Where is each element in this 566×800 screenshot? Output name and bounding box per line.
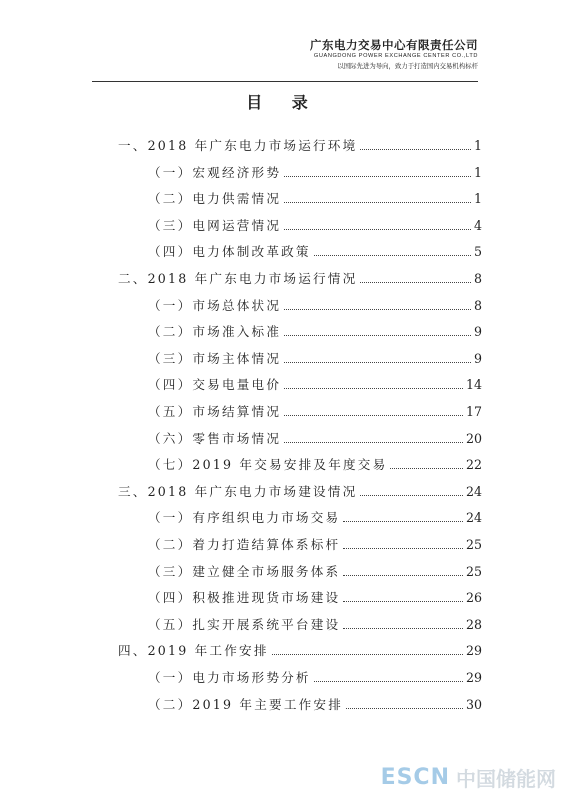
toc-entry-label: （一）市场总体状况: [148, 297, 282, 313]
toc-dot-leader: [284, 362, 471, 363]
toc-entry-label: （二）2019 年主要工作安排: [148, 696, 343, 712]
toc-entry-page: 8: [473, 297, 482, 313]
toc-entry-page: 1: [473, 191, 482, 207]
toc-entry-label: （五）扎实开展系统平台建设: [148, 616, 341, 632]
toc-entry[interactable]: [118, 637, 482, 659]
toc-entry-page: 14: [465, 377, 482, 393]
company-slogan: 以国际先进为导向，致力于打造国内交易机构标杆: [337, 62, 478, 70]
toc-entry[interactable]: [148, 238, 482, 260]
toc-entry-label: （三）市场主体情况: [148, 350, 282, 366]
toc-entry[interactable]: [148, 451, 482, 473]
toc-entry-page: 9: [473, 350, 482, 366]
toc-entry-label: （二）市场准入标准: [148, 324, 282, 340]
toc-dot-leader: [272, 654, 463, 655]
toc-entry[interactable]: [148, 212, 482, 234]
toc-dot-leader: [343, 548, 463, 549]
toc-entry[interactable]: [148, 425, 482, 447]
watermark-esc: ESCN: [380, 765, 450, 790]
toc-entry[interactable]: [148, 318, 482, 340]
toc-dot-leader: [284, 176, 471, 177]
toc-entry[interactable]: [118, 265, 482, 287]
toc-entry-label: （五）市场结算情况: [148, 404, 282, 419]
toc-entry-label: 二、2018 年广东电力市场运行情况: [118, 271, 358, 286]
toc-dot-leader: [314, 681, 463, 682]
toc-entry-page: 26: [465, 590, 482, 606]
toc-entry[interactable]: [148, 664, 482, 686]
page-title: 目 录: [246, 93, 320, 112]
toc-entry-page: 22: [465, 457, 482, 473]
toc-entry-label: （七）2019 年交易安排及年度交易: [148, 457, 388, 473]
toc-entry-page: 25: [465, 563, 482, 579]
toc-entry-page: 1: [473, 164, 482, 180]
toc-entry[interactable]: [148, 531, 482, 553]
toc-entry-page: 24: [465, 510, 482, 526]
toc-entry-page: 17: [465, 404, 482, 419]
toc-entry[interactable]: [148, 185, 482, 207]
toc-dot-leader: [346, 708, 463, 709]
toc-entry[interactable]: [148, 345, 482, 367]
toc-dot-leader: [314, 255, 471, 256]
toc-entry-page: 1: [473, 138, 482, 153]
toc-entry[interactable]: [148, 398, 482, 420]
toc-entry[interactable]: [148, 292, 482, 314]
company-name-en: GUANGDONG POWER EXCHANGE CENTER CO.,LTD: [313, 53, 478, 59]
company-name: 广东电力交易中心有限责任公司: [310, 38, 478, 52]
toc-entry-label: （二）着力打造结算体系标杆: [148, 537, 341, 552]
toc-dot-leader: [343, 521, 463, 522]
toc-entry[interactable]: [118, 132, 482, 154]
toc-entry[interactable]: [148, 159, 482, 181]
escn-watermark-logo: [381, 763, 556, 792]
toc-entry-page: 20: [465, 430, 482, 446]
toc-entry[interactable]: [148, 371, 482, 393]
toc-entry-label: （一）宏观经济形势: [148, 164, 282, 180]
toc-dot-leader: [284, 388, 463, 389]
toc-entry-label: （三）电网运营情况: [148, 217, 282, 233]
toc-entry-label: （一）电力市场形势分析: [148, 670, 311, 685]
toc-entry-page: 24: [465, 483, 482, 499]
toc-entry-label: （三）建立健全市场服务体系: [148, 563, 341, 579]
document-header: [310, 38, 478, 71]
toc-dot-leader: [284, 202, 471, 203]
toc-entry[interactable]: [118, 478, 482, 500]
toc-entry[interactable]: [148, 691, 482, 713]
toc-entry-label: 一、2018 年广东电力市场运行环境: [118, 138, 358, 153]
toc-dot-leader: [284, 442, 463, 443]
toc-entry[interactable]: [148, 584, 482, 606]
toc-entry[interactable]: [148, 611, 482, 633]
toc-dot-leader: [343, 601, 463, 602]
toc-entry-page: 4: [473, 217, 482, 233]
toc-dot-leader: [284, 229, 471, 230]
toc-entry-label: （二）电力供需情况: [148, 191, 282, 207]
toc-entry-page: 30: [465, 696, 482, 712]
toc-entry-page: 9: [473, 324, 482, 340]
header-divider: [92, 81, 478, 82]
toc-entry-label: （一）有序组织电力市场交易: [148, 510, 341, 526]
toc-entry-page: 29: [465, 643, 482, 659]
toc-entry-page: 28: [465, 616, 482, 632]
toc-dot-leader: [390, 468, 463, 469]
watermark-cn: 中国储能网: [456, 767, 556, 791]
toc-dot-leader: [360, 149, 471, 150]
toc-dot-leader: [360, 495, 463, 496]
toc-entry-page: 5: [473, 244, 482, 260]
toc-entry-label: 四、2019 年工作安排: [118, 643, 269, 659]
toc-dot-leader: [284, 309, 471, 310]
toc-entry[interactable]: [148, 504, 482, 526]
toc-dot-leader: [360, 282, 471, 283]
toc-dot-leader: [284, 335, 471, 336]
toc-entry-label: （四）电力体制改革政策: [148, 244, 311, 260]
toc-entry-label: （六）零售市场情况: [148, 430, 282, 446]
toc-entry-label: （四）积极推进现货市场建设: [148, 590, 341, 606]
toc-entry-page: 29: [465, 670, 482, 685]
toc-dot-leader: [343, 628, 463, 629]
toc-entry[interactable]: [148, 558, 482, 580]
toc-dot-leader: [343, 575, 463, 576]
toc-dot-leader: [284, 415, 463, 416]
toc-entry-label: （四）交易电量电价: [148, 377, 282, 393]
toc-entry-page: 8: [473, 271, 482, 286]
toc-entry-page: 25: [465, 537, 482, 552]
toc-entry-label: 三、2018 年广东电力市场建设情况: [118, 483, 358, 499]
